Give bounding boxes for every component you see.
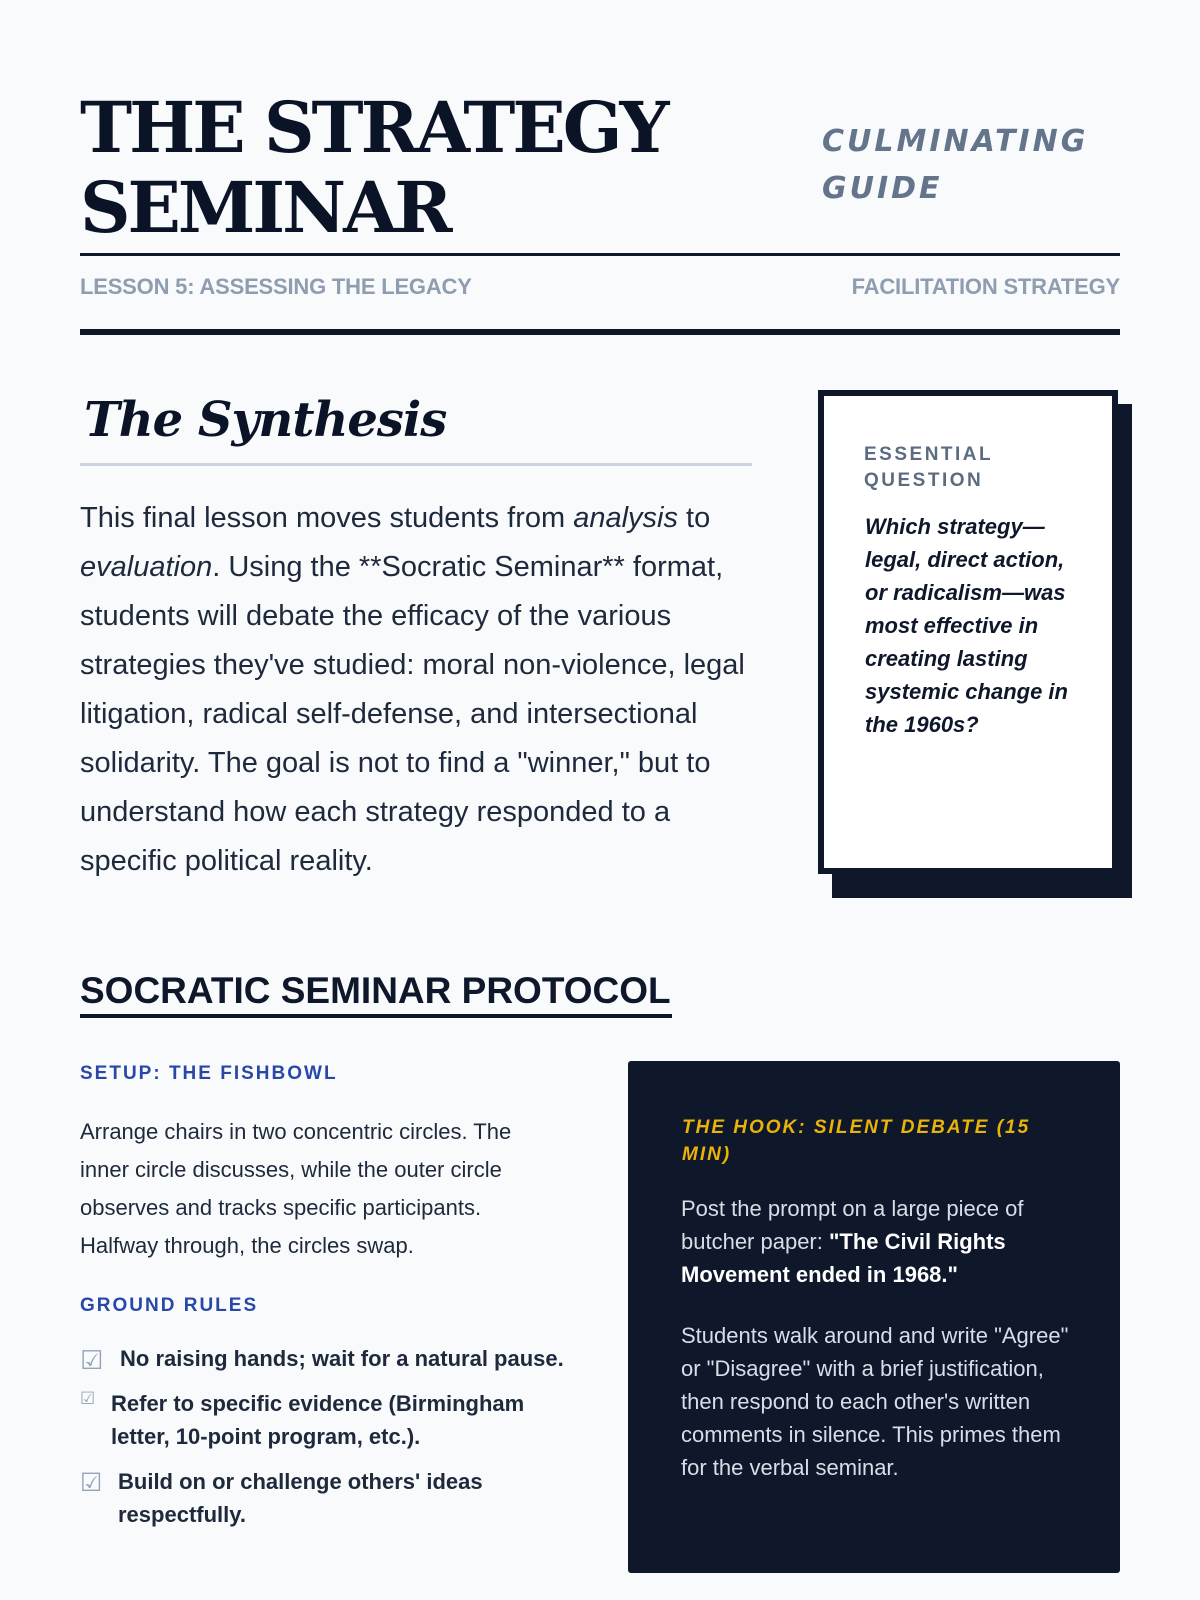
page-title xyxy=(80,88,720,248)
header-divider-thick xyxy=(80,329,1120,335)
masthead xyxy=(80,88,1120,254)
protocol-heading-underline xyxy=(80,1014,672,1018)
hook-prompt-intro: Post the prompt on a large piece of butcher paper: xyxy=(681,1196,1024,1254)
list-item xyxy=(80,1342,580,1375)
hook-paragraph-prompt xyxy=(681,1192,1071,1291)
list-item xyxy=(80,1465,580,1531)
protocol-heading: SOCRATIC SEMINAR PROTOCOL xyxy=(80,970,671,1011)
page-title-line-2: SEMINAR xyxy=(80,166,450,249)
lesson-label: LESSON 5: ASSESSING THE LEGACY xyxy=(80,274,472,299)
ground-rule-text: Refer to specific evidence (Birmingham letter, 10-point program, etc.). xyxy=(111,1391,525,1449)
synthesis-body-part-3: . Using the **Socratic Seminar** format, students will debate the efficacy of the various strategies they've studied: moral non-violence, legal litigation, radical self-defense, and intersectional solidarity. The goal is not to find a "winner," but to understand how each strategy responded to a specific political reality. xyxy=(80,551,745,877)
ground-rule-text: No raising hands; wait for a natural pause. xyxy=(120,1346,564,1371)
essential-question-card xyxy=(818,390,1118,874)
synthesis-divider xyxy=(80,463,752,466)
hook-prompt-quote: "The Civil Rights Movement ended in 1968." xyxy=(681,1229,1006,1287)
guide-label-line-1: CULMINATING xyxy=(822,124,1089,159)
header-divider-thin xyxy=(80,253,1120,256)
checkbox-checked-icon: ☑ xyxy=(80,1469,103,1497)
guide-label xyxy=(822,118,1122,212)
hook-paragraph-instructions: Students walk around and write "Agree" or "Disagree" with a brief justification, then respond to each other's written comments in silence. This primes them for the verbal seminar. xyxy=(681,1323,1069,1480)
checkbox-checked-icon: ☑ xyxy=(80,1389,96,1408)
ground-rules-label: GROUND RULES xyxy=(80,1295,259,1316)
ground-rule-text: Build on or challenge others' ideas respectfully. xyxy=(118,1469,483,1527)
essential-question-text: Which strategy—legal, direct action, or radicalism—was most effective in creating lasting systemic change in the 1960s? xyxy=(865,514,1068,737)
synthesis-body-part-1: This final lesson moves students from xyxy=(80,502,574,534)
synthesis-body xyxy=(80,494,760,886)
category-label: FACILITATION STRATEGY xyxy=(851,274,1120,299)
ground-rules-list xyxy=(80,1342,580,1531)
synthesis-body-part-2: to xyxy=(677,502,711,534)
essential-question-label: ESSENTIAL QUESTION xyxy=(864,444,993,491)
guide-label-line-2: GUIDE xyxy=(822,171,943,206)
synthesis-body-emphasis-evaluation: evaluation xyxy=(80,551,213,583)
document-page xyxy=(80,0,1120,1600)
checkbox-checked-icon: ☑ xyxy=(80,1345,104,1375)
page-title-line-1: THE STRATEGY xyxy=(80,86,667,169)
synthesis-heading: The Synthesis xyxy=(84,392,447,448)
synthesis-body-emphasis-analysis: analysis xyxy=(573,502,678,534)
setup-text: Arrange chairs in two concentric circles. The inner circle discusses, while the outer circle observes and tracks specific participants. Halfway through, the circles swap. xyxy=(80,1119,512,1258)
hook-panel xyxy=(628,1061,1120,1573)
setup-label: SETUP: THE FISHBOWL xyxy=(80,1063,338,1084)
hook-title: THE HOOK: SILENT DEBATE (15 MIN) xyxy=(682,1117,1031,1165)
list-item xyxy=(80,1387,580,1453)
